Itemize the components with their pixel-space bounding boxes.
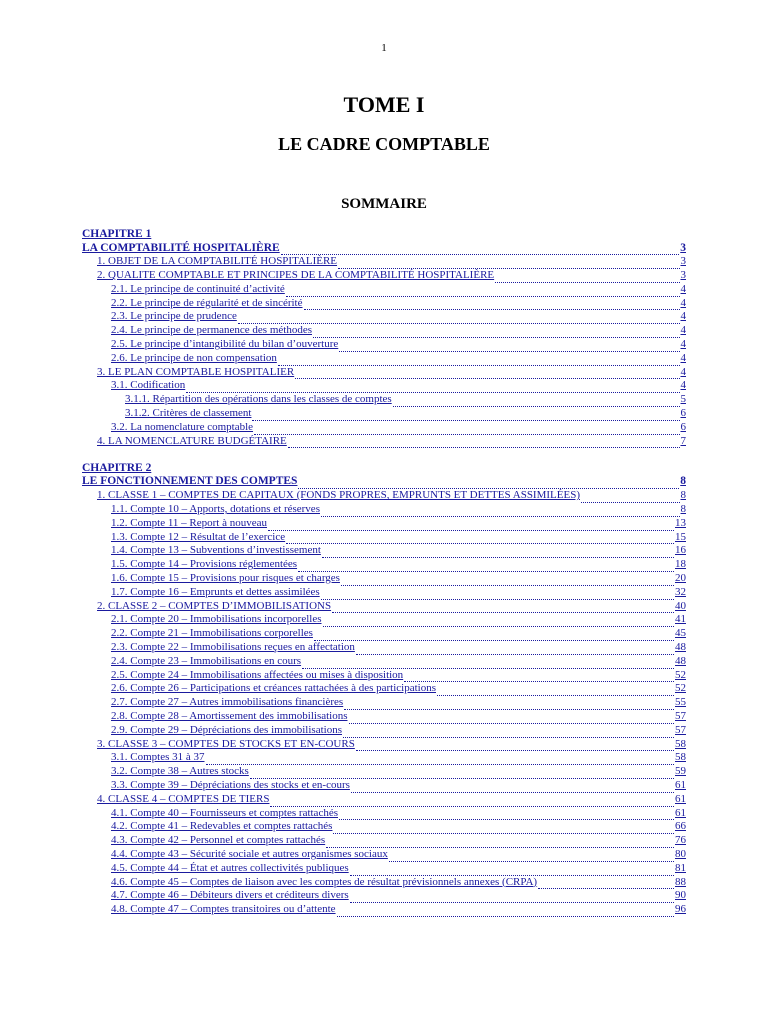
toc-entry-title: 1. OBJET DE LA COMPTABILITÉ HOSPITALIÈRE: [97, 255, 338, 268]
toc-page-number: 52: [675, 682, 686, 695]
toc-entry-title: 2.5. Le principe d’intangibilité du bilan d’ouverture: [111, 338, 339, 351]
toc-page-number: 4: [680, 282, 686, 295]
dot-leader: [286, 286, 680, 297]
toc-entry-title: 1.3. Compte 12 – Résultat de l’exercice: [111, 530, 286, 543]
toc-entry-link[interactable]: [82, 366, 686, 380]
toc-entry-link[interactable]: [82, 297, 686, 311]
toc-page-number: 58: [675, 737, 686, 750]
toc-entry-title: 1.5. Compte 14 – Provisions réglementées: [111, 558, 298, 571]
dot-leader: [302, 658, 674, 669]
toc-entry-link[interactable]: [82, 352, 686, 366]
toc-entry-link[interactable]: [82, 793, 686, 807]
toc-entry-title: 3.1.2. Critères de classement: [125, 407, 252, 420]
toc-entry-link[interactable]: [82, 572, 686, 586]
toc-page-number: 4: [680, 324, 686, 337]
toc-entry-link[interactable]: [82, 848, 686, 862]
toc-page-number: 4: [680, 351, 686, 364]
toc-entry-title: 1.1. Compte 10 – Apports, dotations et réserves: [111, 503, 320, 516]
dot-leader: [350, 892, 674, 903]
dot-leader: [350, 865, 674, 876]
document-subtitle: LE CADRE COMPTABLE: [278, 134, 490, 154]
toc-page-number: 40: [675, 599, 686, 612]
chapter-heading-link[interactable]: CHAPITRE 1: [82, 228, 152, 240]
toc-entry-title: 2.6. Le principe de non compensation: [111, 351, 277, 364]
toc-page-number: 80: [675, 847, 686, 860]
toc-page-number: 18: [675, 558, 686, 571]
toc-entry-title: 2.8. Compte 28 – Amortissement des immobilisations: [111, 710, 348, 722]
toc-page-number: 8: [680, 503, 686, 516]
dot-leader: [323, 616, 674, 627]
dot-leader: [321, 506, 680, 517]
toc-entry-link[interactable]: [82, 379, 686, 393]
dot-leader: [581, 492, 680, 503]
table-of-contents: [82, 228, 686, 917]
dot-leader: [404, 671, 674, 682]
dot-leader: [322, 547, 674, 558]
toc-page-number: 58: [675, 751, 686, 764]
toc-entry-title: 2.3. Compte 22 – Immobilisations reçues en affectation: [111, 641, 355, 654]
dot-leader: [288, 437, 680, 448]
toc-entry-link[interactable]: [82, 531, 686, 545]
toc-entry-link[interactable]: [82, 407, 686, 421]
page-number: 1: [381, 42, 387, 54]
toc-entry-title: 3.2. La nomenclature comptable: [111, 420, 254, 433]
toc-entry-title: 4.4. Compte 43 – Sécurité sociale et autres organismes sociaux: [111, 847, 388, 860]
toc-entry-title: 2.2. Compte 21 – Immobilisations corporelles: [111, 627, 313, 640]
toc-entry-link[interactable]: [82, 283, 686, 297]
toc-entry-title: 2. CLASSE 2 – COMPTES D’IMMOBILISATIONS: [97, 599, 332, 612]
toc-page-number: 48: [675, 641, 686, 654]
toc-entry-title: 2.6. Compte 26 – Participations et créances rattachées à des participations: [111, 682, 436, 695]
toc-page-number: 45: [675, 627, 686, 640]
toc-page-number: 96: [675, 903, 686, 916]
toc-entry-link[interactable]: [82, 682, 686, 696]
toc-entry-title: 4.5. Compte 44 – État et autres collectivités publiques: [111, 861, 349, 874]
toc-entry-title: 2.5. Compte 24 – Immobilisations affectées ou mises à disposition: [111, 668, 404, 681]
toc-entry-link[interactable]: [82, 862, 686, 876]
toc-entry-link[interactable]: [82, 544, 686, 558]
toc-page-number: 3: [680, 269, 686, 282]
toc-page-number: 3: [680, 255, 686, 268]
toc-page-number: 16: [675, 544, 686, 557]
chapter-spacer: [82, 448, 686, 462]
toc-page-number: 41: [675, 613, 686, 626]
toc-entry-link[interactable]: [82, 807, 686, 821]
toc-entry-link[interactable]: [82, 586, 686, 600]
toc-entry-link[interactable]: [82, 421, 686, 435]
toc-entry-link[interactable]: [82, 876, 686, 890]
toc-entry-title: 4. CLASSE 4 – COMPTES DE TIERS: [97, 792, 270, 805]
toc-entry-title: 4.7. Compte 46 – Débiteurs divers et créditeurs divers: [111, 889, 349, 902]
toc-entry-link[interactable]: [82, 613, 686, 627]
toc-entry-link[interactable]: [82, 738, 686, 752]
toc-entry-link[interactable]: [82, 724, 686, 738]
toc-page-number: 48: [675, 654, 686, 667]
toc-entry-title: LA COMPTABILITÉ HOSPITALIÈRE: [82, 241, 280, 254]
toc-page-number: 61: [675, 778, 686, 791]
toc-entry-title: 3. CLASSE 3 – COMPTES DE STOCKS ET EN-COURS: [97, 737, 355, 750]
dot-leader: [286, 533, 674, 544]
toc-page-number: 4: [680, 379, 686, 392]
dot-leader: [341, 575, 674, 586]
dot-leader: [206, 754, 675, 765]
toc-entry-link[interactable]: [82, 889, 686, 903]
toc-page-number: 4: [680, 296, 686, 309]
dot-leader: [304, 299, 680, 310]
toc-entry-link[interactable]: [82, 475, 686, 489]
toc-entry-title: 3. LE PLAN COMPTABLE HOSPITALIER: [97, 365, 295, 378]
toc-page-number: 57: [675, 710, 686, 722]
dot-leader: [339, 341, 679, 352]
toc-page-number: 4: [680, 338, 686, 351]
toc-entry-link[interactable]: [82, 779, 686, 793]
dot-leader: [389, 851, 674, 862]
toc-page-number: 81: [675, 861, 686, 874]
dot-leader: [313, 327, 680, 338]
toc-entry-title: 2.1. Le principe de continuité d’activité: [111, 282, 285, 295]
toc-entry-title: 4.2. Compte 41 – Redevables et comptes rattachés: [111, 820, 333, 833]
toc-page-number: 61: [675, 792, 686, 805]
dot-leader: [298, 561, 674, 572]
dot-leader: [238, 313, 680, 324]
toc-page-number: 61: [675, 806, 686, 819]
toc-entry-title: 4.8. Compte 47 – Comptes transitoires ou d’attente: [111, 903, 336, 916]
toc-entry-link[interactable]: [82, 600, 686, 614]
toc-page-number: 5: [680, 393, 686, 406]
toc-page-number: 55: [675, 696, 686, 709]
dot-leader: [326, 837, 674, 848]
toc-entry-title: 1.6. Compte 15 – Provisions pour risques et charges: [111, 572, 340, 585]
dot-leader: [351, 782, 674, 793]
toc-entry-title: 4. LA NOMENCLATURE BUDGÉTAIRE: [97, 434, 287, 447]
toc-page-number: 6: [680, 407, 686, 420]
toc-entry-link[interactable]: [82, 393, 686, 407]
toc-entry-title: 2.1. Compte 20 – Immobilisations incorporelles: [111, 613, 322, 626]
toc-entry-title: 3.3. Compte 39 – Dépréciations des stocks et en-cours: [111, 778, 350, 791]
dot-leader: [437, 685, 674, 696]
toc-page-number: 66: [675, 820, 686, 833]
dot-leader: [495, 272, 679, 283]
toc-entry-title: 2.2. Le principe de régularité et de sincérité: [111, 296, 303, 309]
toc-page-number: 13: [675, 516, 686, 529]
toc-entry-title: 3.1.1. Répartition des opérations dans les classes de comptes: [125, 393, 392, 406]
dot-leader: [268, 520, 674, 531]
toc-entry-title: 2.4. Le principe de permanence des méthodes: [111, 324, 312, 337]
dot-leader: [254, 424, 679, 435]
toc-entry-title: 1. CLASSE 1 – COMPTES DE CAPITAUX (FONDS PROPRES, EMPRUNTS ET DETTES ASSIMILÉES): [97, 489, 580, 502]
toc-entry-title: LE FONCTIONNEMENT DES COMPTES: [82, 475, 298, 488]
toc-entry-title: 2. QUALITE COMPTABLE ET PRINCIPES DE LA COMPTABILITÉ HOSPITALIÈRE: [97, 269, 495, 282]
dot-leader: [250, 768, 674, 779]
toc-entry-link[interactable]: [82, 310, 686, 324]
dot-leader: [538, 878, 674, 889]
dot-leader: [338, 258, 679, 269]
toc-entry-link[interactable]: [82, 435, 686, 449]
toc-entry-title: 4.6. Compte 45 – Comptes de liaison avec les comptes de résultat prévisionnels annexes (CRPA): [111, 875, 538, 888]
toc-entry-title: 3.1. Comptes 31 à 37: [111, 751, 205, 764]
dot-leader: [281, 244, 680, 255]
toc-page-number: 88: [675, 875, 686, 888]
toc-entry-link[interactable]: [82, 503, 686, 517]
toc-page-number: 57: [675, 723, 686, 736]
dot-leader: [343, 727, 674, 738]
dot-leader: [349, 713, 675, 724]
sommaire-heading: SOMMAIRE: [341, 196, 427, 212]
toc-entry-link[interactable]: [82, 834, 686, 848]
toc-entry-link[interactable]: [82, 655, 686, 669]
toc-entry-link[interactable]: [82, 696, 686, 710]
toc-entry-link[interactable]: [82, 558, 686, 572]
toc-entry-title: 2.3. Le principe de prudence: [111, 310, 237, 323]
toc-entry-link[interactable]: [82, 517, 686, 531]
dot-leader: [295, 368, 679, 379]
toc-entry-link[interactable]: [82, 269, 686, 283]
toc-page-number: 59: [675, 765, 686, 778]
dot-leader: [270, 796, 674, 807]
toc-page-number: 90: [675, 889, 686, 902]
toc-entry-link[interactable]: [82, 820, 686, 834]
toc-entry-title: 1.2. Compte 11 – Report à nouveau: [111, 516, 268, 529]
toc-entry-title: 2.7. Compte 27 – Autres immobilisations financières: [111, 696, 344, 709]
toc-entry-link[interactable]: [82, 641, 686, 655]
dot-leader: [356, 644, 674, 655]
toc-entry-title: 3.1. Codification: [111, 379, 186, 392]
dot-leader: [186, 382, 679, 393]
toc-page-number: 3: [680, 241, 686, 254]
toc-entry-link[interactable]: [82, 324, 686, 338]
toc-page-number: 6: [680, 420, 686, 433]
toc-entry-title: 2.4. Compte 23 – Immobilisations en cours: [111, 654, 302, 667]
dot-leader: [298, 478, 679, 489]
toc-entry-link[interactable]: [82, 710, 686, 724]
toc-entry-title: 3.2. Compte 38 – Autres stocks: [111, 765, 249, 778]
tome-title: TOME I: [343, 92, 425, 117]
dot-leader: [356, 740, 674, 751]
dot-leader: [344, 699, 674, 710]
toc-page-number: 4: [680, 365, 686, 378]
toc-page-number: 20: [675, 572, 686, 585]
toc-page-number: 4: [680, 310, 686, 323]
toc-entry-link[interactable]: [82, 669, 686, 683]
toc-page-number: 8: [680, 475, 686, 488]
dot-leader: [278, 355, 680, 366]
toc-entry-link[interactable]: [82, 255, 686, 269]
dot-leader: [337, 906, 674, 917]
toc-entry-link[interactable]: [82, 489, 686, 503]
toc-page-number: 32: [675, 585, 686, 598]
toc-entry-title: 1.7. Compte 16 – Emprunts et dettes assimilées: [111, 585, 320, 598]
toc-entry-link[interactable]: [82, 765, 686, 779]
dot-leader: [333, 823, 674, 834]
toc-entry-link[interactable]: [82, 903, 686, 917]
dot-leader: [393, 396, 680, 407]
toc-page-number: 7: [680, 434, 686, 447]
toc-page-number: 15: [675, 530, 686, 543]
toc-page-number: 76: [675, 834, 686, 847]
toc-entry-title: 4.1. Compte 40 – Fournisseurs et comptes rattachés: [111, 806, 338, 819]
dot-leader: [321, 589, 674, 600]
dot-leader: [339, 809, 674, 820]
chapter-heading-link[interactable]: CHAPITRE 2: [82, 461, 152, 474]
toc-page-number: 52: [675, 668, 686, 681]
toc-entry-title: 1.4. Compte 13 – Subventions d’investissement: [111, 544, 321, 557]
toc-entry-title: 4.3. Compte 42 – Personnel et comptes rattachés: [111, 834, 326, 847]
dot-leader: [252, 410, 679, 421]
toc-entry-link[interactable]: [82, 242, 686, 256]
toc-entry-title: 2.9. Compte 29 – Dépréciations des immobilisations: [111, 723, 342, 736]
toc-entry-link[interactable]: [82, 338, 686, 352]
dot-leader: [332, 602, 674, 613]
toc-entry-link[interactable]: [82, 751, 686, 765]
dot-leader: [314, 630, 674, 641]
toc-page-number: 8: [680, 489, 686, 502]
toc-entry-link[interactable]: [82, 627, 686, 641]
